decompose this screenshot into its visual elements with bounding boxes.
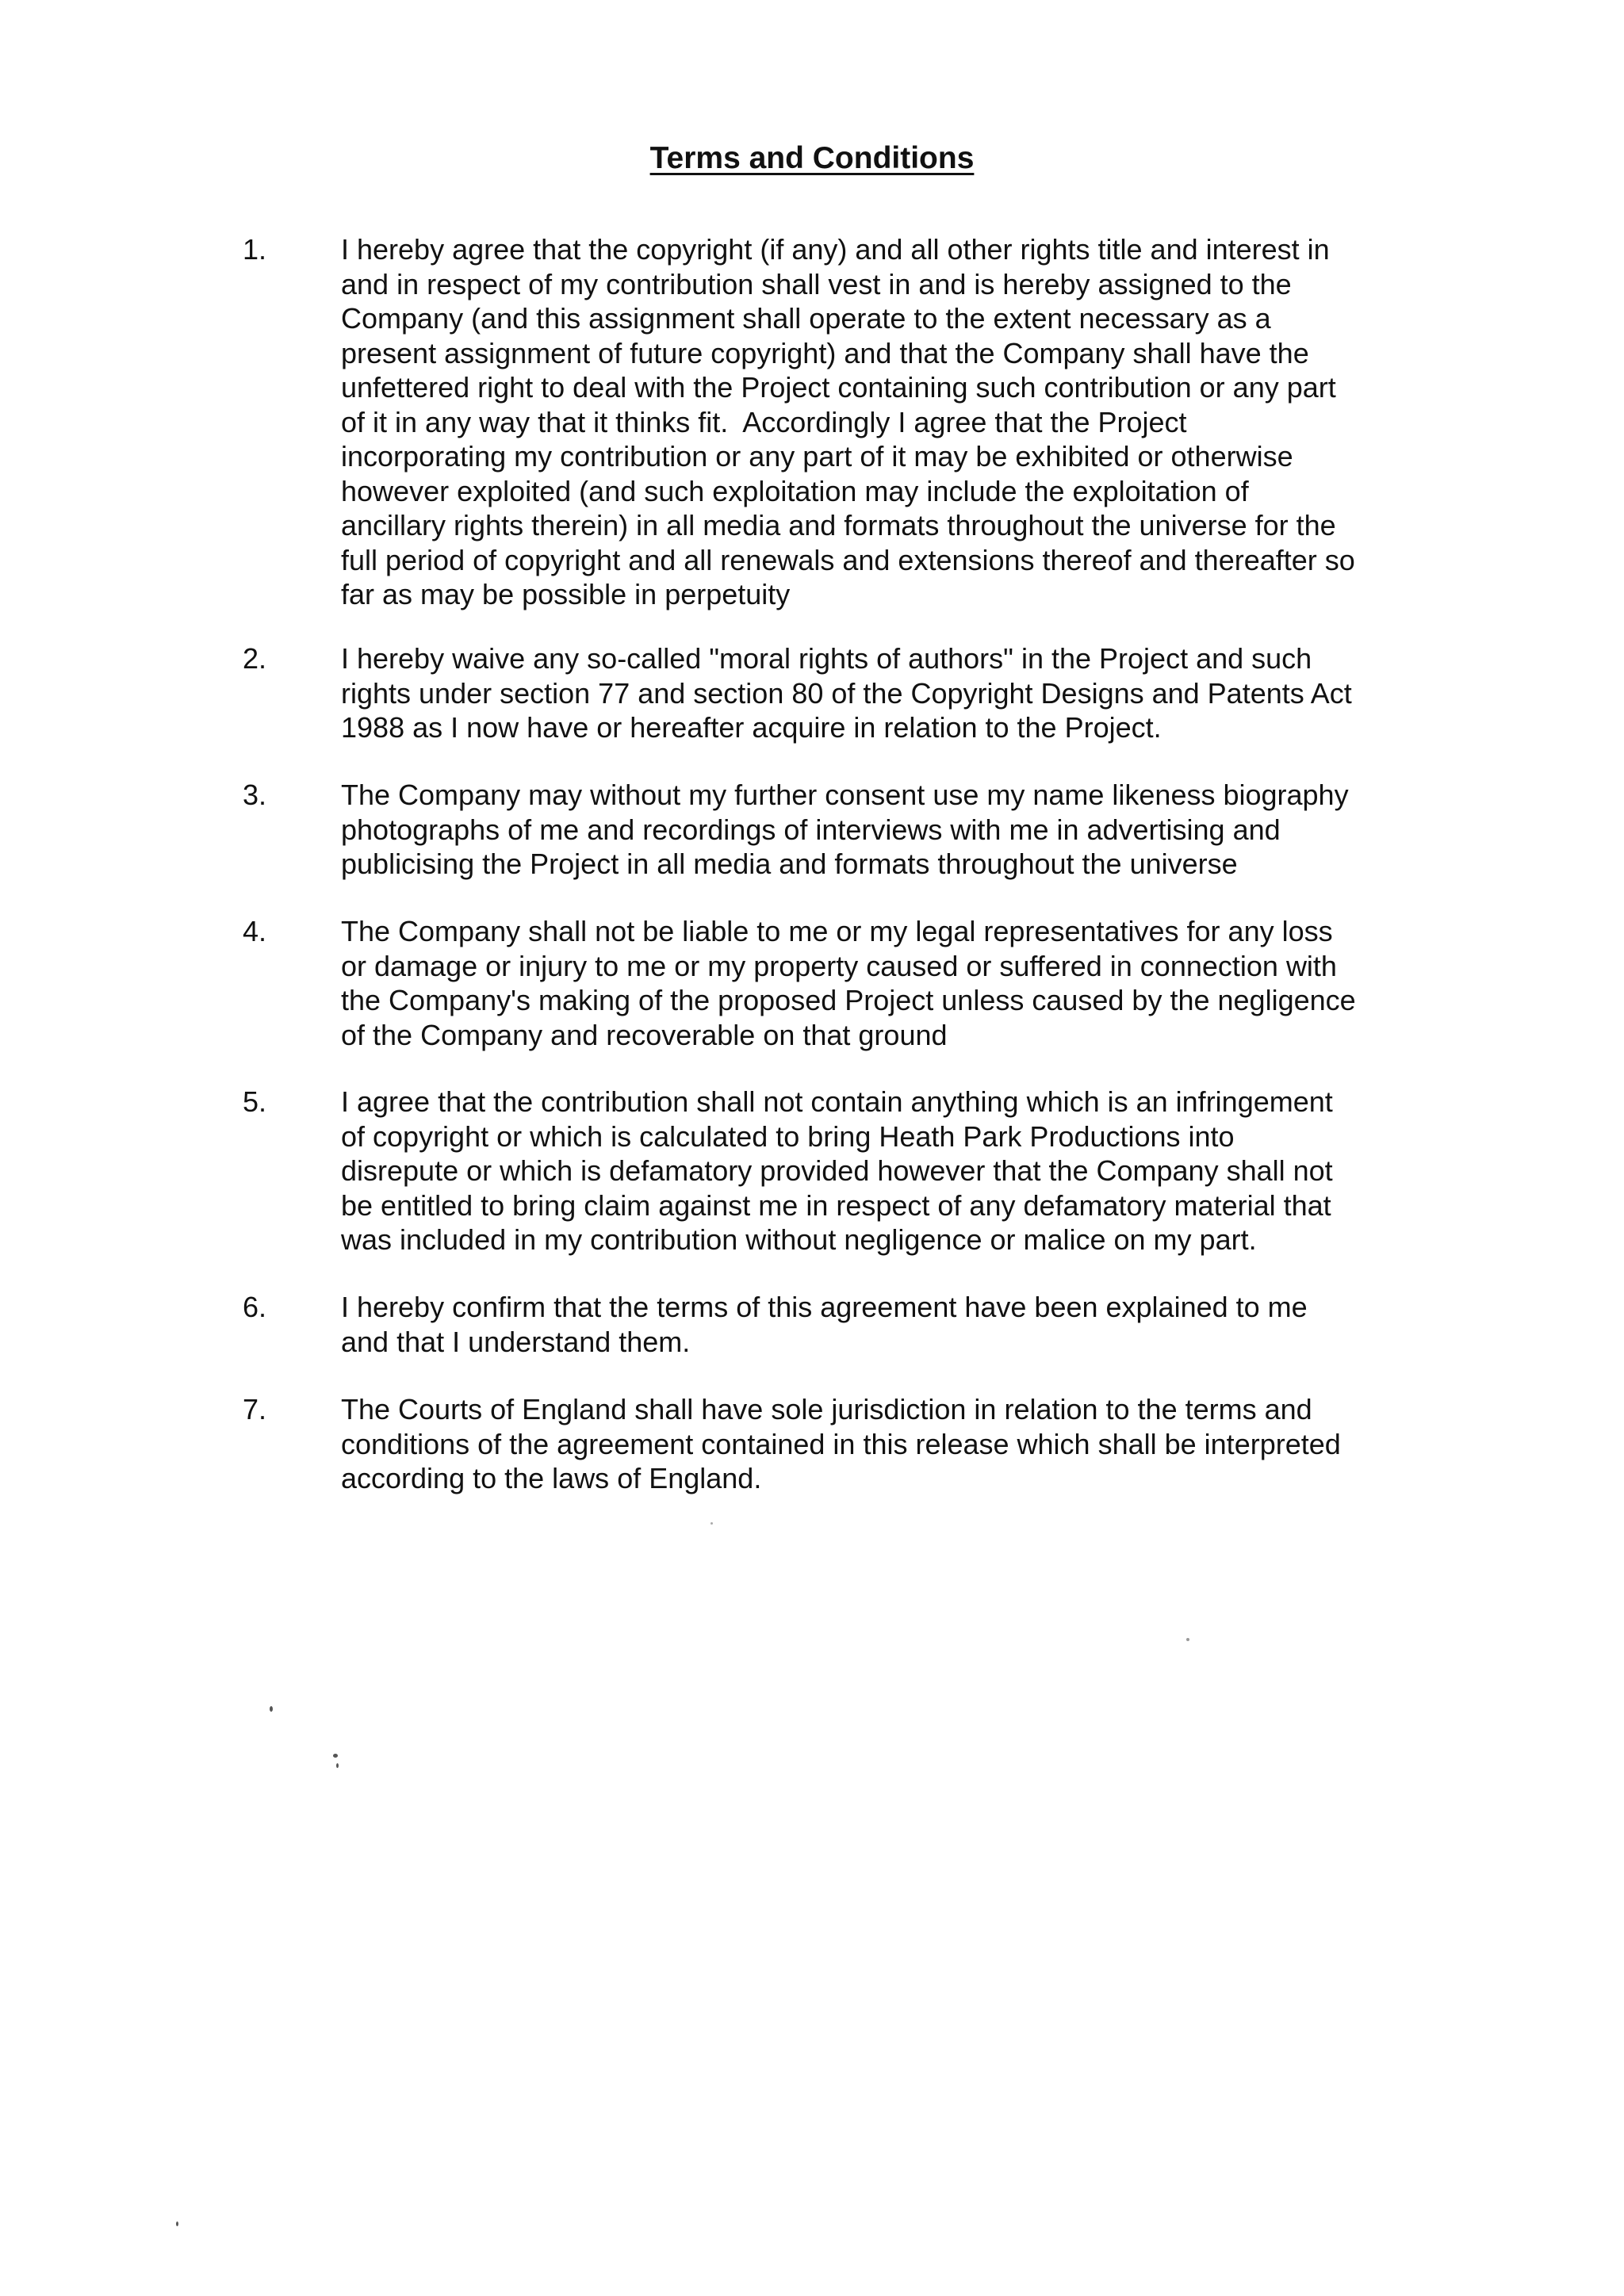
scan-speck	[333, 1754, 338, 1758]
clause-text: I hereby confirm that the terms of this agreement have been explained to me and that I understand them.	[341, 1291, 1308, 1358]
clause-text: I agree that the contribution shall not contain anything which is an infringement of copyright or which is calculated to bring Heath Park Productions into disrepute or which is defamatory provided however that the Company shall not be entitled to bring claim against me in respect of any defamatory material that was included in my contribution without negligence or malice on my part.	[341, 1085, 1333, 1256]
clause-text: The Company shall not be liable to me or my legal representatives for any loss or damage or injury to me or my property caused or suffered in connection with the Company's making of the proposed Project unless caused by the negligence of the Company and recoverable on that ground	[341, 915, 1356, 1051]
clause-text: I hereby waive any so-called "moral rights of authors" in the Project and such rights under section 77 and section 80 of the Copyright Designs and Patents Act 1988 as I now have or hereafter acquire in relation to the Project.	[341, 642, 1352, 744]
scan-speck	[176, 2221, 178, 2226]
clause-text: The Company may without my further consent use my name likeness biography photographs of me and recordings of interviews with me in advertising and publicising the Project in all media and formats throughout the universe	[341, 779, 1349, 880]
clause-text: The Courts of England shall have sole jurisdiction in relation to the terms and conditions of the agreement contained in this release which shall be interpreted according to the laws of England.	[341, 1393, 1341, 1494]
scan-speck	[1186, 1638, 1189, 1641]
clause-number: 7.	[243, 1393, 267, 1425]
scan-speck	[270, 1706, 273, 1712]
clause-number: 3.	[243, 779, 267, 811]
clause-number: 1.	[243, 233, 267, 266]
clause-number: 5.	[243, 1085, 267, 1118]
scan-speck	[336, 1763, 339, 1768]
page-title: Terms and Conditions	[649, 141, 975, 175]
clause-number: 2.	[243, 642, 267, 675]
scan-speck	[710, 1522, 713, 1525]
clause-number: 6.	[243, 1291, 267, 1323]
clause-text: I hereby agree that the copyright (if any) and all other rights title and interest in and in respect of my contribution shall vest in and is hereby assigned to the Company (and this assignment shall operate to the extent necessary as a present assignment of future copyright) and that the Company shall have the unfettered right to deal with the Project containing such contribution or any part of it in any way that it thinks fit. Accordingly I agree that the Project incorporating my contribution or any part of it may be exhibited or otherwise however exploited (and such exploitation may include the exploitation of ancillary rights therein) in all media and formats throughout the universe for the full period of copyright and all renewals and extensions thereof and thereafter so far as may be possible in perpetuity	[341, 233, 1355, 610]
clause-number: 4.	[243, 915, 267, 947]
